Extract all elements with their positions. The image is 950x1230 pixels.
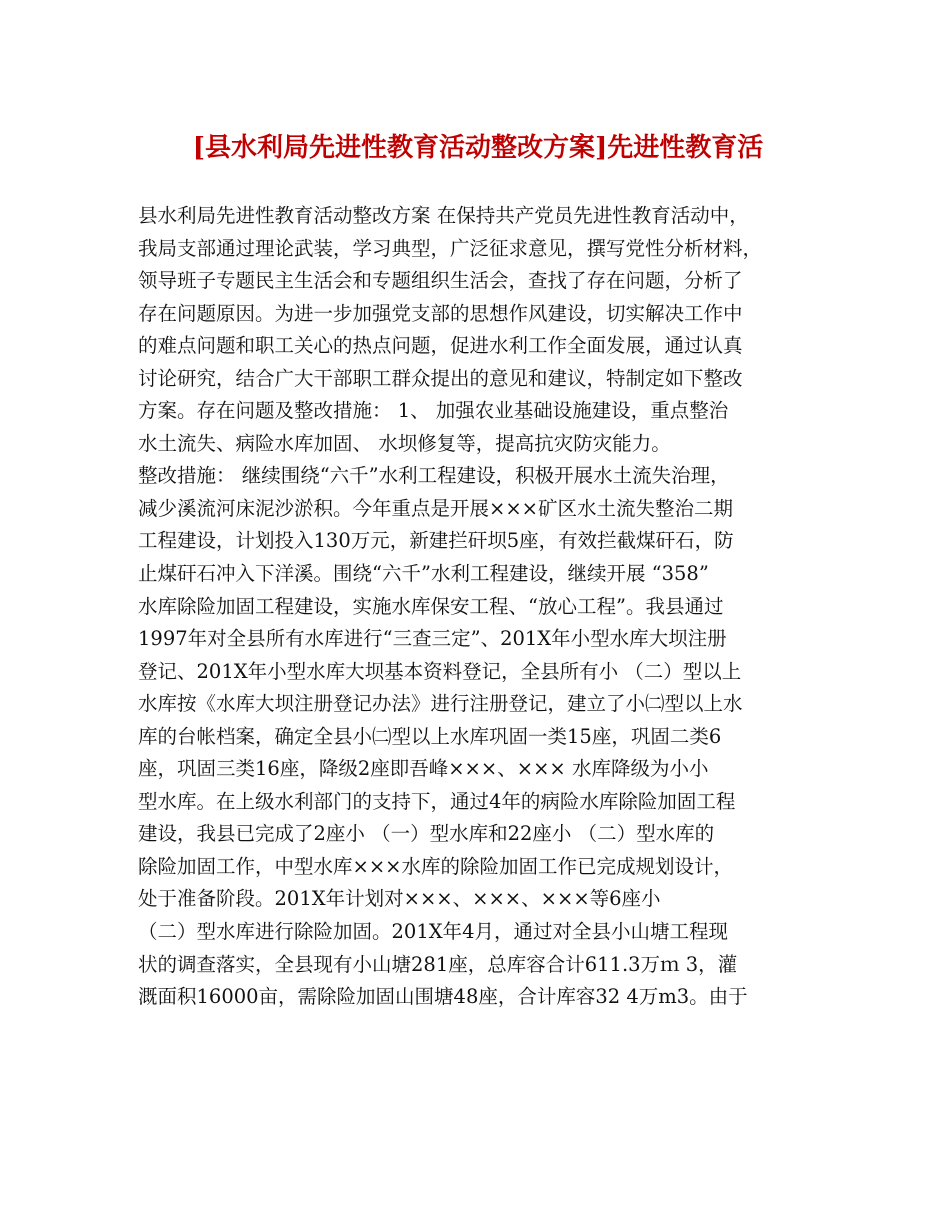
body-line-2: 我局支部通过理论武装，学习典型，广泛征求意见，撰写党性分析材料， xyxy=(138,236,763,260)
body-line-6: 讨论研究，结合广大干部职工群众提出的意见和建议，特制定如下整改 xyxy=(138,366,743,390)
body-line-8: 水土流失、病险水库加固、 水坝修复等，提高抗灾防灾能力。 xyxy=(138,431,671,455)
body-line-20: 建设，我县已完成了2座小 （一）型水库和22座小 （二）型水库的 xyxy=(138,822,715,846)
body-line-24: 状的调查落实，全县现有小山塘281座，总库容合计611.3万ｍ 3，灌 xyxy=(138,952,738,976)
body-line-18: 座，巩固三类16座，降级2座即吾峰×××、××× 水库降级为小小 xyxy=(138,757,709,781)
body-line-5: 的难点问题和职工关心的热点问题，促进水利工作全面发展，通过认真 xyxy=(138,334,743,358)
body-line-21: 除险加固工作，中型水库×××水库的除险加固工作已完成规划设计， xyxy=(138,854,734,878)
body-line-15: 登记、201X年小型水库大坝基本资料登记，全县所有小 （二）型以上 xyxy=(138,659,742,683)
body-line-17: 库的台帐档案，确定全县小㈡型以上水库巩固一类15座，巩固二类6 xyxy=(138,724,722,748)
body-line-7: 方案。存在问题及整改措施： 1、 加强农业基础设施建设，重点整治 xyxy=(138,399,729,423)
body-line-12: 止煤矸石冲入下洋溪。围绕“六千”水利工程建设，继续开展 “358” xyxy=(138,562,709,586)
body-line-13: 水库除险加固工程建设，实施水库保安工程、“放心工程”。我县通过 xyxy=(138,594,724,618)
body-line-9: 整改措施： 继续围绕“六千”水利工程建设，积极开展水土流失治理， xyxy=(138,464,730,488)
body-line-14: 1997年对全县所有水库进行“三查三定”、201X年小型水库大坝注册 xyxy=(138,627,727,651)
body-line-23: （二）型水库进行除险加固。201X年4月，通过对全县小山塘工程现 xyxy=(138,920,729,944)
body-line-22: 处于准备阶段。201X年计划对×××、×××、×××等6座小 xyxy=(138,887,661,911)
body-line-3: 领导班子专题民主生活会和专题组织生活会，查找了存在问题，分析了 xyxy=(138,269,743,293)
document-title: [县水利局先进性教育活动整改方案]先进性教育活 xyxy=(192,133,764,163)
body-line-16: 水库按《水库大坝注册登记办法》进行注册登记，建立了小㈡型以上水 xyxy=(138,692,743,716)
body-line-11: 工程建设，计划投入130万元，新建拦矸坝5座，有效拦截煤矸石，防 xyxy=(138,529,734,553)
document-body xyxy=(138,200,828,1014)
body-line-4: 存在问题原因。为进一步加强党支部的思想作风建设，切实解决工作中 xyxy=(138,301,743,325)
body-line-19: 型水库。在上级水利部门的支持下，通过4年的病险水库除险加固工程 xyxy=(138,789,736,813)
body-line-10: 减少溪流河床泥沙淤积。今年重点是开展×××矿区水土流失整治二期 xyxy=(138,496,734,520)
body-line-1: 县水利局先进性教育活动整改方案 在保持共产党员先进性教育活动中， xyxy=(138,204,749,227)
body-line-25: 溉面积16000亩，需除险加固山围塘48座，合计库容32 4万m3。由于 xyxy=(138,985,748,1009)
